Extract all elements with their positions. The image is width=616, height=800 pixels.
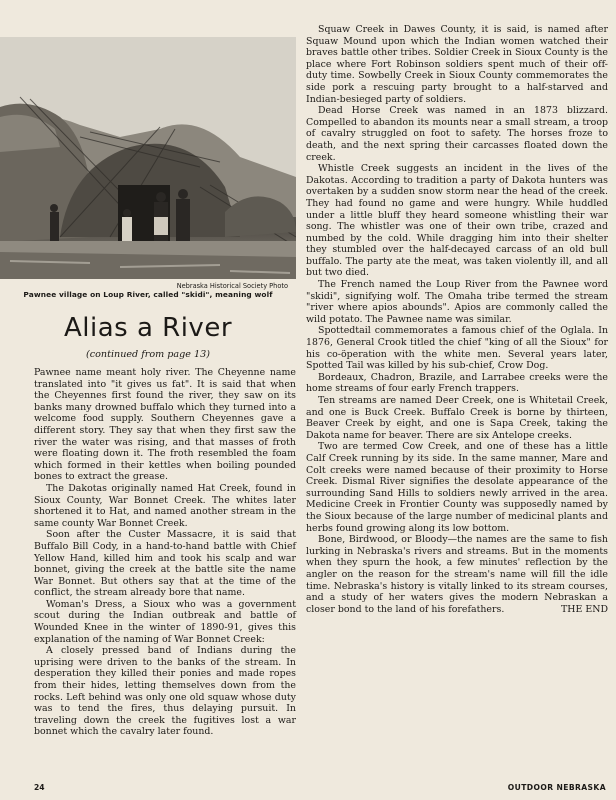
the-end-mark: THE END (561, 603, 608, 615)
pawnee-village-photo (0, 37, 296, 279)
final-paragraph (306, 534, 608, 615)
photo-caption: Pawnee village on Loup River, called "skidi", meaning wolf (23, 290, 273, 299)
right-paragraph: The French named the Loup River from the Pawnee word "skidi", signifying wolf. The Omaha tribe termed the stream "river where apios abounds". Apios are commonly called the wild potato. The Pawnee name was similar. (306, 279, 608, 325)
left-paragraph: Woman's Dress, a Sioux who was a government scout during the Indian outbreak and battle of Wounded Knee in the winter of 1890-91, gives this explanation of the naming of War Bonnet Creek: (34, 598, 296, 645)
left-paragraph: Pawnee name meant holy river. The Cheyenne name translated into "it gives us fat". It is said that when the Cheyennes first found the river, they saw on its banks many drowned buffalo which they turned into a welcome food supply. Southern Cheyennes gave a different story. They say that when they first saw the river the water was rising, and that masses of froth were floating down it. The froth resembled the foam which formed in their kettles when boiling pounded bones to extract the grease. (34, 367, 296, 483)
right-paragraph: Whistle Creek suggests an incident in the lives of the Dakotas. According to tradition a party of Dakota hunters was overtaken by a sudden snow storm near the head of the creek. They had found no game and were hungry. While huddled under a little bluff they heard someone whistling their war song. The whistler was one of their own tribe, crazed and numbed by the cold. While dragging him into their shelter they stumbled over the half-decayed carcass of an old bull buffalo. The party ate the meat, was taken violently ill, and all but two died. (306, 163, 608, 279)
right-paragraph: Spottedtail commemorates a famous chief of the Oglala. In 1876, General Crook titled the chief "king of all the Sioux" for his co-öperation with the white men. Several years later, Spotted Tail was killed by his sub-chief, Crow Dog. (306, 325, 608, 372)
photo-illustration (0, 37, 296, 279)
article-title: Alias a River (63, 313, 233, 343)
left-paragraph: The Dakotas originally named Hat Creek, found in Sioux County, War Bonnet Creek. The whites later shortened it to Hat, and named another stream in the same county War Bonnet Creek. (34, 482, 296, 529)
right-paragraph: Ten streams are named Deer Creek, one is Whitetail Creek, and one is Buck Creek. Buffalo Creek is borne by thirteen, Beaver Creek by eight, and one is Sapa Creek, taking the Dakota name for beaver. There are six Antelope creeks. (306, 395, 608, 441)
right-paragraph: Bordeaux, Chadron, Brazile, and Larrabee creeks were the home streams of four early French trappers. (306, 371, 608, 395)
page-number: 24 (34, 783, 45, 792)
left-column (0, 37, 296, 738)
left-paragraph: A closely pressed band of Indians during the uprising were driven to the banks of the stream. In desperation they killed their ponies and made ropes from their hides, letting themselves down from the rocks. Left behind was only one old squaw whose duty was to tend the fires, thus delaying pursuit. In traveling down the creek the fugitives lost a war bonnet which the cavalry later found. (34, 645, 296, 738)
photo-credit: Nebraska Historical Society Photo (176, 282, 288, 290)
right-paragraph: Dead Horse Creek was named in an 1873 blizzard. Compelled to abandon its mounts near a small stream, a troop of cavalry struggled on foot to safety. The horses froze to death, and the next spring their carcasses floated down the creek. (306, 105, 608, 163)
left-paragraph: Soon after the Custer Massacre, it is said that Buffalo Bill Cody, in a hand-to-hand battle with Chief Yellow Hand, killed him and took his scalp and war bonnet, giving the creek at the battle site the name War Bonnet. But others say that at the time of the conflict, the stream already bore that name. (34, 529, 296, 599)
continued-note: (continued from page 13) (86, 349, 210, 360)
final-paragraph-text: Bone, Birdwood, or Bloody—the names are the same to fish lurking in Nebraska's rivers and streams. But in the moments when they spurn the hook, a few minutes' reflection by the angler on the reason for the stream's name will fill the idle time. Nebraska's history is vitally linked to its stream courses, and a study of her waters gives the modern Nebraskan a closer bond to the land of his forefathers. (306, 534, 608, 615)
right-paragraph: Squaw Creek in Dawes County, it is said, is named after Squaw Mound upon which the Indian women watched their braves battle other tribes. Soldier Creek in Sioux County is the place where Fort Robinson soldiers spent much of their off-duty time. Sowbelly Creek in Sioux County commemorates the side pork a rescuing party brought to a half-starved and Indian-besieged party of soldiers. (306, 24, 608, 105)
right-paragraph: Two are termed Cow Creek, and one of these has a little Calf Creek running by its side. In the same manner, Mare and Colt creeks were named because of their proximity to Horse Creek. Dismal River signifies the desolate appearance of the surrounding Sand Hills to soldiers newly arrived in the area. Medicine Creek in Frontier County was supposedly named by the Sioux because of the large number of medicinal plants and herbs found growing along its low bottom. (306, 441, 608, 534)
right-column (306, 24, 608, 615)
magazine-name: OUTDOOR NEBRASKA (507, 783, 606, 792)
